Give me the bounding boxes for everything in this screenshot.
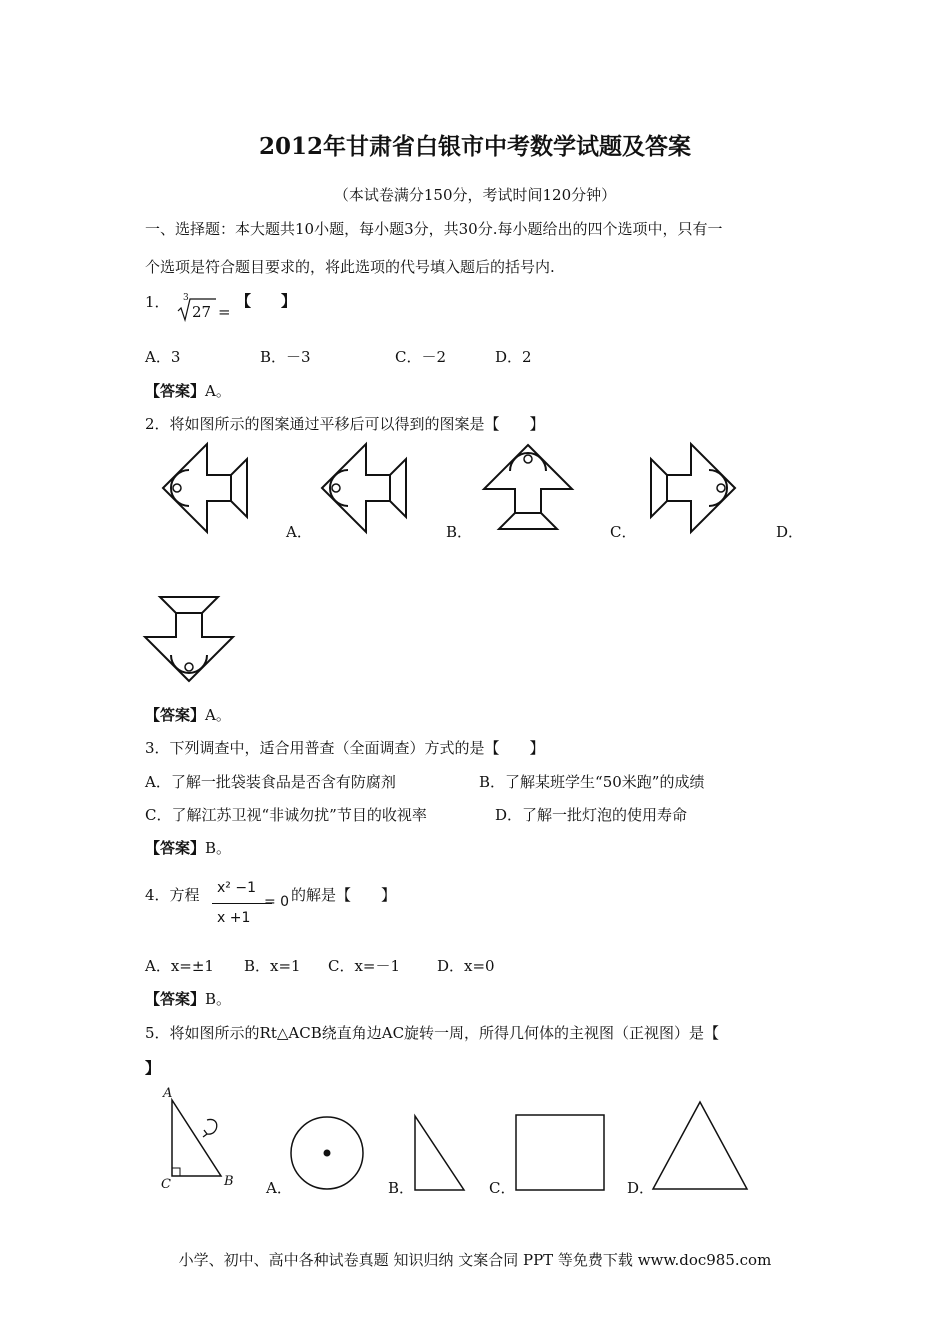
q4-numerator: x² −1 [217,880,256,896]
fish-option-d-figure [143,591,237,685]
question-number: 5． [145,1024,170,1042]
q3-option-c: C．了解江苏卫视“非诚勿扰”节目的收视率 [145,806,427,824]
q4-answer [145,988,231,1009]
q2-label-a: A． [286,523,312,541]
q2-label-d: D． [776,523,804,541]
q3-answer [145,837,231,858]
q1-answer [145,380,231,401]
q5-vertex-a: A [163,1086,173,1101]
q5-option-d-triangle [650,1100,750,1192]
q5-option-c-square [515,1114,607,1192]
answer-value: B。 [205,990,232,1008]
q1-option-b: B．－3 [260,348,311,366]
q4-option-c: C．x=－1 [328,957,401,975]
q1-radicand: 27 [192,303,212,321]
q5-option-a-circle [289,1115,365,1191]
q1-equals: = [218,303,231,321]
q2-label-b: B． [446,523,473,541]
q5-text [145,1022,719,1043]
q2-answer [145,704,231,725]
q5-label-d: D． [627,1179,655,1197]
section-instructions-line2: 个选项是符合题目要求的，将此选项的代号填入题后的括号内. [145,258,555,276]
fish-original-figure [162,443,252,533]
question-text: 将如图所示的Rt△ACB绕直角边AC旋转一周，所得几何体的主视图（正视图）是【 [169,1024,720,1042]
question-text: 下列调查中，适合用普查（全面调查）方式的是【 】 [169,739,545,757]
question-number: 3． [145,739,170,757]
answer-label: 【答案】 [145,706,206,724]
q5-vertex-b: B [224,1174,234,1189]
answer-label: 【答案】 [145,839,206,857]
answer-value: A。 [205,382,231,400]
section-instructions-line1: 一、选择题：本大题共10小题，每小题3分，共30分.每小题给出的四个选项中，只有一 [145,220,723,238]
q2-text [145,413,545,434]
subtitle: （本试卷满分150分，考试时间120分钟） [333,186,617,204]
q4-suffix: 的解是【 】 [291,886,397,904]
page-footer: 小学、初中、高中各种试卷真题 知识归纳 文案合同 PPT 等免费下载 www.doc985.com [178,1251,772,1269]
page-title: 2012年甘肃省白银市中考数学试题及答案 [258,133,691,160]
q5-text-cont: 】 [145,1059,161,1077]
q1-option-a: A．3 [145,348,181,366]
q1-option-d: D．2 [495,348,532,366]
answer-value: A。 [205,706,231,724]
q3-text [145,737,545,758]
q1-bracket: 【 】 [236,292,297,310]
q5-label-b: B． [388,1179,415,1197]
q5-vertex-c: C [161,1177,171,1192]
question-number: 4． [145,886,170,904]
q1-option-c: C．－2 [395,348,447,366]
q1-radical-index: 3 [183,293,189,303]
q4-number-prefix [145,884,200,905]
q4-fraction-bar [212,903,272,904]
answer-label: 【答案】 [145,382,206,400]
q3-option-b: B．了解某班学生“50米跑”的成绩 [479,773,705,791]
q4-option-a: A．x=±1 [145,957,214,975]
q5-label-a: A． [266,1179,292,1197]
question-text: 将如图所示的图案通过平移后可以得到的图案是【 】 [169,415,545,433]
q3-option-d: D．了解一批灯泡的使用寿命 [495,806,688,824]
q5-label-c: C． [489,1179,516,1197]
q4-option-d: D．x=0 [437,957,495,975]
q4-denominator: x +1 [217,910,251,926]
fish-option-a-figure [321,443,411,533]
q3-option-a: A．了解一批袋装食品是否含有防腐剂 [145,773,396,791]
answer-value: B。 [205,839,232,857]
q1-number: 1． [145,293,170,311]
fish-option-c-figure [646,443,736,533]
question-number: 2． [145,415,170,433]
fish-option-b-figure [482,443,576,537]
equation-prefix: 方程 [169,886,200,904]
q4-option-b: B．x=1 [244,957,301,975]
q2-label-c: C． [610,523,637,541]
answer-label: 【答案】 [145,990,206,1008]
q4-equals-zero: = 0 [264,894,290,910]
q5-option-b-triangle [412,1114,468,1192]
